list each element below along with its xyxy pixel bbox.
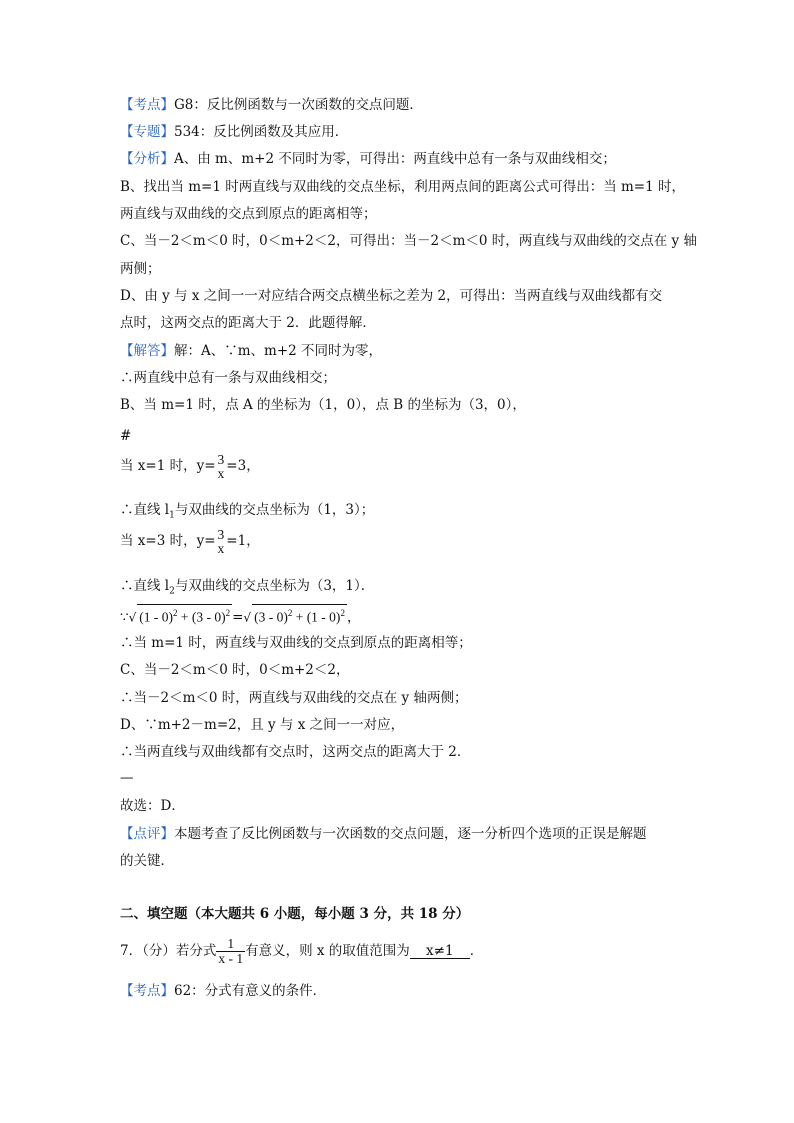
square-sup-1: 2 xyxy=(173,608,178,618)
answer-blank: x≠1 xyxy=(410,944,470,959)
radicand-right xyxy=(252,604,347,626)
answer-line: 故选：D． xyxy=(120,798,185,814)
jieda-tag: 【解答】 xyxy=(120,343,174,359)
analysis-d-line: D、由 y 与 x 之间一一对应结合两交点横坐标之差为 2，可得出：当两直线与双曲线都有交 xyxy=(120,288,663,304)
solution-line-4: C、当－2＜m＜0 时，0＜m+2＜2， xyxy=(120,662,350,678)
solution-line-x1 xyxy=(120,452,260,481)
dianping-line xyxy=(120,826,647,842)
solution-line-5: ∴当－2＜m＜0 时，两直线与双曲线的交点在 y 轴两侧； xyxy=(120,690,468,706)
q7-middle: 有意义，则 x 的取值范围为 xyxy=(245,943,410,959)
subscript-2: 2 xyxy=(169,586,175,597)
kaodian-line-q7 xyxy=(120,983,326,999)
fenxi-tag: 【分析】 xyxy=(120,151,174,167)
q7-numerator: 1 xyxy=(216,937,245,952)
distance-equation xyxy=(120,604,360,626)
q7-end: ． xyxy=(469,943,484,959)
radicand-right-a: (3 - 0) xyxy=(254,609,288,625)
l1-suffix: 与双曲线的交点坐标为（1，3）； xyxy=(174,502,375,518)
jieda-line xyxy=(120,343,382,359)
q7-denominator: x - 1 xyxy=(218,951,244,966)
x1-suffix: =3， xyxy=(226,458,260,474)
radicand-left-b: + (3 - 0) xyxy=(177,609,226,625)
fraction-denominator: x xyxy=(217,465,225,481)
q7-prefix: 7．（分）若分式 xyxy=(120,943,217,959)
solution-line-l2 xyxy=(120,578,374,600)
analysis-d-line-2: 点时，这两交点的距离大于 2．此题得解． xyxy=(120,315,376,331)
fraction-numerator: 3 xyxy=(217,451,225,467)
solution-line-x3 xyxy=(120,527,260,556)
dianping-tag: 【点评】 xyxy=(120,826,174,842)
analysis-c-line: C、当－2＜m＜0 时，0＜m+2＜2，可得出：当－2＜m＜0 时，两直线与双曲线的交点在 y 轴 xyxy=(120,233,697,249)
radicand-left-a: (1 - 0) xyxy=(139,609,173,625)
zhuanti-text: 534：反比例函数及其应用． xyxy=(174,124,349,140)
dash-mark: — xyxy=(120,770,134,786)
dianping-text: 本题考查了反比例函数与一次函数的交点问题，逐一分析四个选项的正误是解题 xyxy=(174,826,647,842)
fenxi-line xyxy=(120,151,616,167)
analysis-b-line: B、找出当 m=1 时两直线与双曲线的交点坐标，利用两点间的距离公式可得出：当 m=1 时， xyxy=(120,179,685,195)
solution-line-6: D、∵m+2－m=2，且 y 与 x 之间一一对应， xyxy=(120,717,405,733)
fraction-numerator-2: 3 xyxy=(217,526,225,542)
kaodian-tag-2: 【考点】 xyxy=(120,983,174,999)
solution-line-2: B、当 m=1 时，点 A 的坐标为（1，0），点 B 的坐标为（3，0）， xyxy=(120,397,526,413)
x3-suffix: =1， xyxy=(226,533,260,549)
radicand-left xyxy=(137,604,232,626)
question-7 xyxy=(120,936,483,966)
solution-line-l1 xyxy=(120,502,374,524)
analysis-c-line-2: 两侧； xyxy=(120,261,161,277)
subscript-1: 1 xyxy=(169,510,175,521)
fraction-3-over-x xyxy=(216,453,227,481)
square-sup-2: 2 xyxy=(225,608,231,618)
solution-line-3: ∴当 m=1 时，两直线与双曲线的交点到原点的距离相等； xyxy=(120,635,472,651)
fenxi-text: A、由 m、m+2 不同时为零，可得出：两直线中总有一条与双曲线相交； xyxy=(174,151,616,167)
kaodian-tag: 【考点】 xyxy=(120,97,174,113)
equals-sign: = xyxy=(232,609,244,626)
solution-line-1: ∴两直线中总有一条与双曲线相交； xyxy=(120,370,336,386)
square-sup-4: 2 xyxy=(340,608,345,618)
l2-prefix: ∴直线 l xyxy=(120,578,170,594)
zhuanti-tag: 【专题】 xyxy=(120,124,174,140)
fraction-denominator-2: x xyxy=(217,540,225,556)
section-heading: 二、填空题（本大题共 6 小题，每小题 3 分，共 18 分） xyxy=(120,906,470,922)
x1-prefix: 当 x=1 时，y= xyxy=(120,458,216,474)
x3-prefix: 当 x=3 时，y= xyxy=(120,533,216,549)
fraction-3-over-x-2 xyxy=(216,528,227,556)
l1-prefix: ∴直线 l xyxy=(120,502,170,518)
fraction-1-over-x-minus-1 xyxy=(216,937,245,966)
dianping-line-2: 的关键． xyxy=(120,853,174,869)
jieda-text: 解：A、∵m、m+2 不同时为零， xyxy=(174,343,383,359)
kaodian-text-2: 62：分式有意义的条件． xyxy=(174,983,327,999)
l2-suffix: 与双曲线的交点坐标为（3，1）． xyxy=(174,578,375,594)
sqrt-icon-2: √ xyxy=(243,610,252,625)
because-symbol: ∵ xyxy=(120,609,129,626)
zhuanti-line xyxy=(120,124,348,140)
sqrt-icon: √ xyxy=(128,610,137,625)
analysis-b-line-2: 两直线与双曲线的交点到原点的距离相等； xyxy=(120,206,377,222)
kaodian-text: G8：反比例函数与一次函数的交点问题． xyxy=(174,97,423,113)
radicand-right-b: + (1 - 0) xyxy=(292,609,341,625)
square-sup-3: 2 xyxy=(287,608,293,618)
hash-mark: # xyxy=(120,428,132,444)
equation-comma: ， xyxy=(346,609,361,626)
solution-line-7: ∴当两直线与双曲线都有交点时，这两交点的距离大于 2． xyxy=(120,744,471,760)
kaodian-line xyxy=(120,97,423,113)
